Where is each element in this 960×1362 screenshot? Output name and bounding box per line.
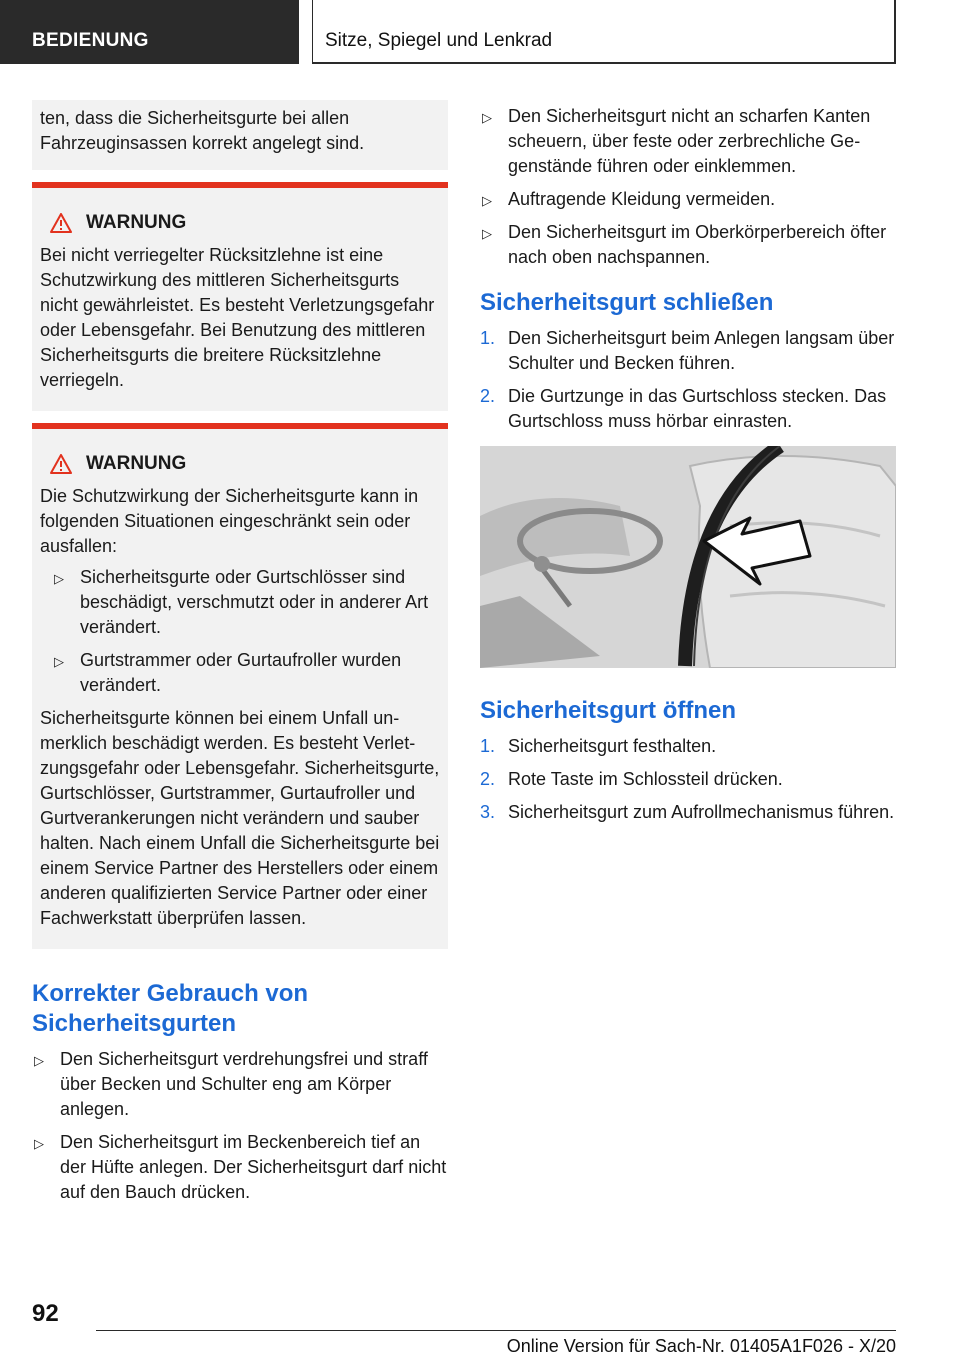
intro-box <box>32 100 448 170</box>
warning-text-2b: Sicherheitsgurte können bei einem Unfall unmerklich beschädigt werden. Es besteht Verletzungsgefahr oder Lebensgefahr. Sicherheitsgurte, Gurtschlösser, Gurtstrammer, Gurtaufroller und Gurtverankerungen nicht verändern und sauber halten. Nach einem Unfall die Sicherheitsgurte bei einem Service Partner des Herstellers oder einem anderen qualifizierten Service Partner oder einer Fachwerkstatt überprüfen lassen. <box>40 708 440 928</box>
left-column <box>32 100 448 1213</box>
close-steps <box>480 326 896 434</box>
step-item: 2. Rote Taste im Schlossteil drücken. <box>480 769 783 789</box>
page-number: 92 <box>32 1300 59 1327</box>
triangle-bullet-icon: ▷ <box>482 226 492 241</box>
list-item: ▷ Den Sicherheitsgurt im Beckenbereich tief an der Hüfte anlegen. Der Sicherheitsgurt darf nicht auf den Bauch drücken. <box>34 1132 447 1202</box>
step-item: 2. Die Gurtzunge in das Gurtschloss stecken. Das Gurtschloss muss hörbar einrasten. <box>480 386 887 431</box>
list-item: ▷ Den Sicherheitsgurt verdrehungsfrei und straff über Becken und Schulter eng am Körper anlegen. <box>34 1049 428 1119</box>
warning-list <box>52 565 440 698</box>
right-column <box>480 100 896 833</box>
triangle-bullet-icon: ▷ <box>482 193 492 208</box>
triangle-bullet-icon: ▷ <box>54 571 64 586</box>
seatbelt-photo <box>480 446 896 668</box>
section-tab <box>0 0 299 64</box>
open-steps <box>480 734 896 825</box>
warning-title-2: WARNUNG <box>86 453 187 474</box>
warning-heading-1 <box>40 210 440 235</box>
footer-divider <box>96 1330 896 1331</box>
step-item: 1. Sicherheitsgurt festhalten. <box>480 736 717 756</box>
warning-box-1 <box>32 182 448 411</box>
list-item: ▷ Gurtstrammer oder Gurtaufroller wurden verändert. <box>54 650 402 695</box>
section-heading-usage: Korrekter Gebrauch von Sicherheitsgurten <box>32 980 309 1037</box>
warning-text-1: Bei nicht verriegelter Rücksitzlehne ist eine Schutzwirkung des mittleren Sicherheitsgurts nicht gewährleistet. Es besteht Verletzungsgefahr oder Lebensgefahr. Bei Benutzung des mittleren Sicherheitsgurts die breitere Rücksitzlehne verriegeln. <box>40 245 435 390</box>
section-heading-open: Sicherheitsgurt öffnen <box>480 697 737 724</box>
warning-box-2 <box>32 423 448 949</box>
list-item: ▷ Den Sicherheitsgurt nicht an scharfen Kanten scheuern, über feste oder zerbrechliche Gegenstände führen oder einklemmen. <box>482 106 871 176</box>
usage-list <box>32 1047 448 1205</box>
list-item: ▷ Sicherheitsgurte oder Gurtschlösser sind beschädigt, verschmutzt oder in anderer Art verändert. <box>54 567 429 637</box>
warning-triangle-icon <box>50 454 72 474</box>
triangle-bullet-icon: ▷ <box>54 654 64 669</box>
triangle-bullet-icon: ▷ <box>482 110 492 125</box>
step-item: 1. Den Sicherheitsgurt beim Anlegen langsam über Schulter und Becken führen. <box>480 328 895 373</box>
footer-text: Online Version für Sach-Nr. 01405A1F026 - X/20 <box>506 1336 896 1356</box>
section-title: BEDIENUNG <box>32 30 149 51</box>
step-item: 3. Sicherheitsgurt zum Aufrollmechanismus führen. <box>480 802 895 822</box>
list-item: ▷ Auftragende Kleidung vermeiden. <box>480 187 896 212</box>
list-item: ▷ Den Sicherheitsgurt im Oberkörperbereich öfter nach oben nachspannen. <box>482 222 887 267</box>
triangle-bullet-icon: ▷ <box>34 1053 44 1068</box>
intro-text: ten, dass die Sicherheitsgurte bei allen Fahrzeuginsassen korrekt angelegt sind. <box>40 108 365 153</box>
chapter-tab <box>312 0 896 64</box>
section-heading-close: Sicherheitsgurt schließen <box>480 289 774 316</box>
triangle-bullet-icon: ▷ <box>34 1136 44 1151</box>
warning-heading-2 <box>40 451 440 476</box>
usage-list-continued <box>480 104 896 270</box>
warning-title-1: WARNUNG <box>86 212 187 233</box>
chapter-title: Sitze, Spiegel und Lenkrad <box>325 30 553 51</box>
warning-triangle-icon <box>50 213 72 233</box>
warning-text-2: Die Schutzwirkung der Sicherheitsgurte kann in folgenden Situationen eingeschränkt sein oder ausfallen: <box>40 486 419 556</box>
seatbelt-illustration <box>480 446 896 668</box>
